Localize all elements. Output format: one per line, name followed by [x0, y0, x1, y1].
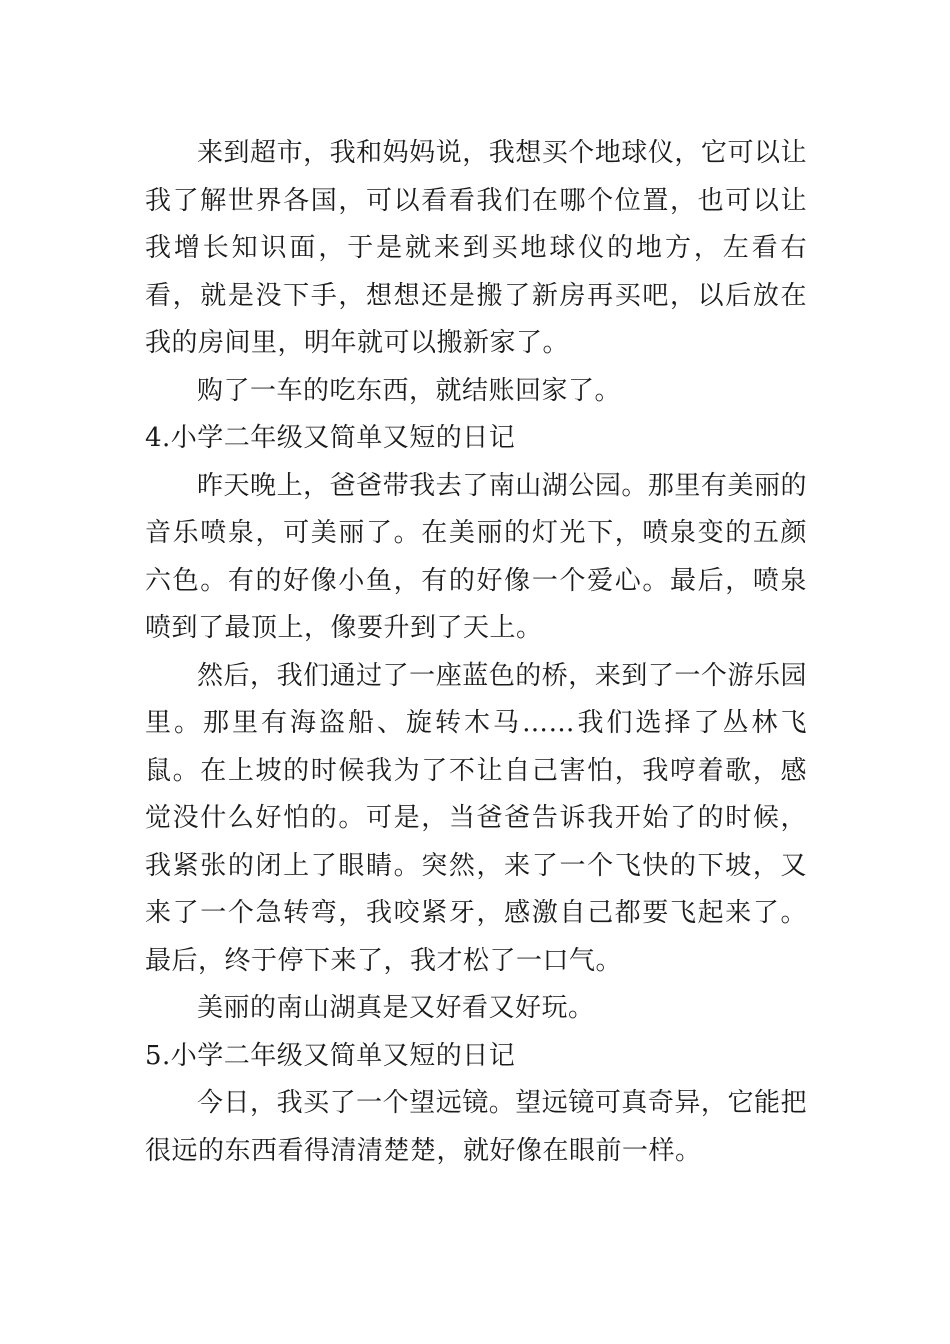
paragraph-fountain: 昨天晚上，爸爸带我去了南山湖公园。那里有美丽的音乐喷泉，可美丽了。在美丽的灯光下，喷泉变的五颜六色。有的好像小鱼，有的好像一个爱心。最后，喷泉喷到了最顶上，像要升到了天上。	[145, 470, 807, 643]
paragraph-checkout: 购了一车的吃东西，就结账回家了。	[197, 375, 622, 406]
paragraph-amusement-park: 然后，我们通过了一座蓝色的桥，来到了一个游乐园里。那里有海盗船、旋转木马……我们选择了丛林飞鼠。在上坡的时候我为了不让自己害怕，我哼着歌，感觉没什么好怕的。可是，当爸爸告诉我开始了的时候，我紧张的闭上了眼睛。突然，来了一个飞快的下坡，又来了一个急转弯，我咬紧牙，感激自己都要飞起来了。最后，终于停下来了，我才松了一口气。	[145, 660, 807, 976]
section-heading-4: 4.小学二年级又简单又短的日记	[145, 423, 516, 453]
paragraph-nanshan-lake: 美丽的南山湖真是又好看又好玩。	[197, 993, 595, 1023]
section-heading-5: 5.小学二年级又简单又短的日记	[145, 1040, 516, 1071]
paragraph-telescope: 今日，我买了一个望远镜。望远镜可真奇异，它能把很远的东西看得清清楚楚，就好像在眼前一样。	[145, 1088, 807, 1166]
paragraph-globe: 来到超市，我和妈妈说，我想买个地球仪，它可以让我了解世界各国，可以看看我们在哪个位置，也可以让我增长知识面，于是就来到买地球仪的地方，左看右看，就是没下手，想想还是搬了新房再买吧，以后放在我的房间里，明年就可以搬新家了。	[145, 138, 807, 358]
document-page	[145, 130, 807, 1175]
